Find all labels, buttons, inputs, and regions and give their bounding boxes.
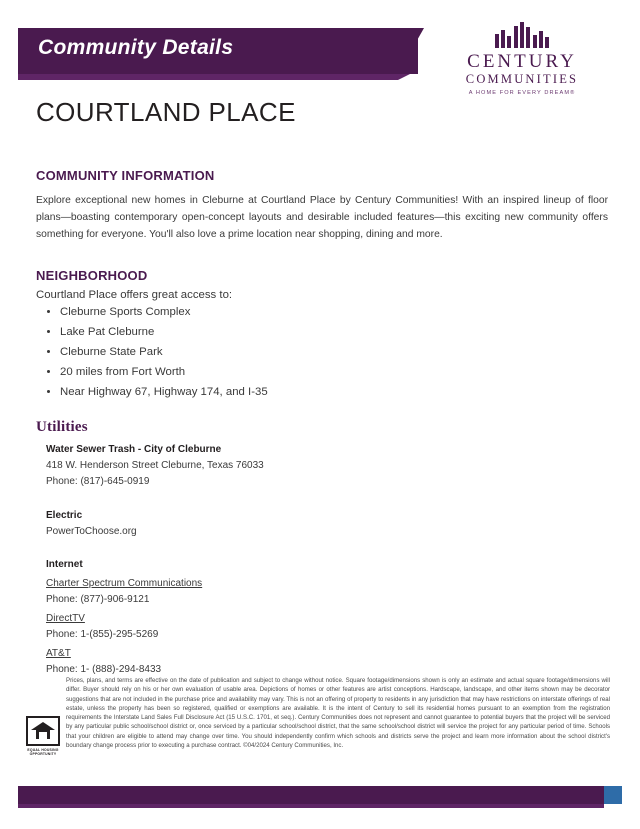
list-item: • 20 miles from Fort Worth bbox=[60, 362, 268, 382]
internet-phone-directtv: Phone: 1-(855)-295-5269 bbox=[46, 629, 159, 640]
header-band-accent-arrow bbox=[398, 74, 410, 80]
internet-provider-link-directtv[interactable]: DirectTV bbox=[46, 613, 85, 624]
utility-title: Water Sewer Trash - City of Cleburne bbox=[46, 444, 222, 455]
disclaimer-text: Prices, plans, and terms are effective on the date of publication and subject to change without notice. Square footage/dimensions shown is only an estimate and actual square footage/dimensions will differ. Buyer should rely on his or her own evaluation of usable area. Depictions of homes or other features are artist conceptions. Hardscape, landscape, and other items shown may be decorator suggestions that are not included in the purchase price and availability may vary. This is not an offering of property to residents in any jurisdiction that may have restrictions on interstate offerings of real estate, unless the property has been so registered, qualified or exemptions are available. It is the intent of Century to sell its residential homes pursuant to an exemption from the registration requirements the Interstate Land Sales Full Disclosure Act (15 U.S.C. 1701, et seq.). Century Communities does not represent and cannot guarantee to potential buyers that the project will be serviced by any particular public school/school district or, once serviced by a particular school/school district, that the same school/school district will service the project for any particular period of time. Schools that your children are eligible to attend may change over time. You should independently confirm which schools and districts serve the project and learn more information about the school district's boundary change process prior to executing a purchase contract. ©04/2024 Century Communities, Inc. bbox=[66, 677, 610, 750]
utility-title: Internet bbox=[46, 559, 83, 570]
footer-accent-square bbox=[604, 786, 622, 804]
utility-block-water bbox=[46, 444, 264, 490]
equal-housing-opportunity-icon bbox=[26, 716, 60, 746]
utility-title: Electric bbox=[46, 510, 83, 521]
list-item: • Lake Pat Cleburne bbox=[60, 322, 268, 342]
century-communities-logo bbox=[432, 22, 612, 96]
list-item: • Near Highway 67, Highway 174, and I-35 bbox=[60, 382, 268, 402]
footer-bar bbox=[18, 786, 604, 804]
header-band-accent bbox=[18, 74, 398, 80]
neighborhood-list bbox=[42, 302, 268, 402]
utility-website: PowerToChoose.org bbox=[46, 526, 137, 537]
page-title: Community Details bbox=[38, 36, 234, 59]
section-heading-community-information: COMMUNITY INFORMATION bbox=[36, 168, 215, 183]
internet-provider-link-att[interactable]: AT&T bbox=[46, 648, 71, 659]
internet-provider-link-spectrum[interactable]: Charter Spectrum Communications bbox=[46, 578, 203, 589]
utility-phone: Phone: (817)-645-0919 bbox=[46, 476, 150, 487]
list-item: • Cleburne State Park bbox=[60, 342, 268, 362]
equal-housing-opportunity-caption: EQUAL HOUSING OPPORTUNITY bbox=[27, 748, 59, 757]
equal-housing-opportunity-logo bbox=[26, 716, 60, 756]
utility-address: 418 W. Henderson Street Cleburne, Texas 76033 bbox=[46, 460, 264, 471]
internet-phone-spectrum: Phone: (877)-906-9121 bbox=[46, 594, 150, 605]
header-band-arrow bbox=[398, 28, 424, 74]
section-heading-neighborhood: NEIGHBORHOOD bbox=[36, 268, 148, 283]
list-item: • Cleburne Sports Complex bbox=[60, 302, 268, 322]
internet-phone-att: Phone: 1- (888)-294-8433 bbox=[46, 664, 162, 675]
house-icon bbox=[28, 718, 58, 744]
community-information-body: Explore exceptional new homes in Cleburne at Courtland Place by Century Communities! With an inspired lineup of floor plans—boasting contemporary open-concept layouts and desirable included features—this exciting new community offers something for everyone. You'll also love a prime location near shopping, dining and more. bbox=[36, 195, 608, 240]
century-skyline-mark bbox=[489, 22, 555, 48]
logo-tagline: A HOME FOR EVERY DREAM® bbox=[468, 89, 576, 96]
community-name: COURTLAND PLACE bbox=[36, 97, 296, 127]
logo-name: CENTURY bbox=[467, 51, 577, 72]
logo-subname: COMMUNITIES bbox=[465, 71, 579, 86]
section-heading-utilities: Utilities bbox=[36, 419, 88, 435]
utility-block-electric bbox=[46, 510, 137, 540]
footer-underline bbox=[18, 804, 604, 808]
neighborhood-lead: Courtland Place offers great access to: bbox=[36, 289, 233, 301]
utility-block-internet bbox=[46, 559, 202, 678]
